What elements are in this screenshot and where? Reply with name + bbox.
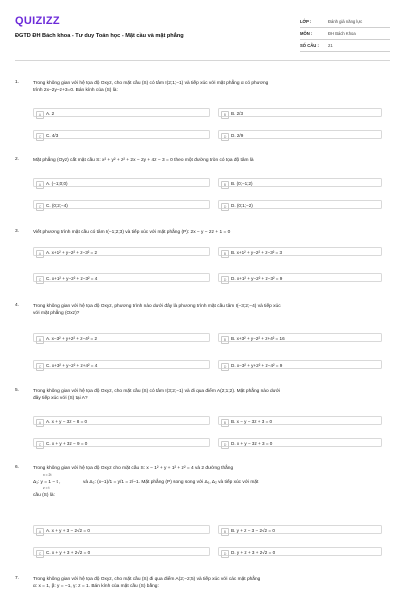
option-text: C. x + y + 3 + 2√2 = 0	[46, 549, 91, 555]
meta-row-count	[300, 40, 390, 52]
option-letter: C	[36, 363, 44, 371]
question-text	[33, 229, 381, 236]
meta-table	[300, 16, 390, 52]
question-line: và Δ₂: (x−1)/1 = y/1 = z/−1. Mặt phẳng (P) song song với Δ₁, Δ₂ và tiếp xúc với mặt	[83, 480, 259, 485]
option-text: D. y + z + 3 + 2√2 = 0	[231, 549, 276, 555]
meta-value: ĐH Bách Khoa	[328, 31, 356, 36]
question-line: với mặt phẳng (Oxz)?	[33, 311, 80, 316]
question-line: Trong không gian với hệ tọa độ Oxyz, cho mặt cầu (S) có tâm I(2;1;−1) và tiếp xúc với mặt phẳng α có phương	[33, 81, 269, 86]
delta1-line-bottom: z = t	[43, 486, 50, 490]
question-line: Viết phương trình mặt cầu có tâm I(−1;2;3) và tiếp xúc với mặt phẳng (P): 2x − y − 2z + 1 = 0	[33, 230, 231, 235]
option-d[interactable]	[218, 438, 382, 447]
option-letter: B	[221, 336, 229, 344]
question-text	[33, 303, 381, 317]
meta-value: 21	[328, 43, 333, 48]
option-c[interactable]	[33, 130, 210, 139]
option-b[interactable]	[218, 525, 382, 534]
meta-key: SỐ CÂU :	[300, 43, 319, 48]
option-letter: C	[36, 203, 44, 211]
option-b[interactable]	[218, 108, 382, 117]
option-text: A. x+1² + y−2² + z−3² = 2	[46, 249, 98, 255]
option-d[interactable]	[218, 547, 382, 556]
meta-row-subject	[300, 28, 390, 40]
header-divider	[15, 60, 390, 61]
option-c[interactable]	[33, 547, 210, 556]
question-number: 3.	[15, 229, 20, 234]
option-letter: C	[36, 133, 44, 141]
option-d[interactable]	[218, 273, 382, 282]
option-letter: A	[36, 419, 44, 427]
option-a[interactable]	[33, 178, 210, 187]
meta-value: Đánh giá năng lực	[328, 19, 363, 24]
meta-row-class	[300, 16, 390, 28]
question-number: 6.	[15, 465, 20, 470]
option-d[interactable]	[218, 130, 382, 139]
option-c[interactable]	[33, 200, 210, 209]
page-title: ĐGTD ĐH Bách khoa - Tư duy Toán học - Mặt cầu và mặt phẳng	[15, 33, 184, 39]
option-text: D. x+1² + y−2² + z−3² = 9	[231, 275, 283, 281]
option-text: B. x+1² + y−2² + z−3² = 3	[231, 249, 283, 255]
option-text: D. (0;1;−2)	[231, 202, 253, 208]
option-text: A. (−1;0;0)	[46, 180, 68, 186]
option-letter: B	[221, 528, 229, 536]
option-b[interactable]	[218, 247, 382, 256]
option-text: D. x−3² + y+2² + z−4² = 9	[231, 362, 283, 368]
option-text: B. y + z − 3 − 2√2 = 0	[231, 527, 275, 533]
question-text	[33, 388, 381, 402]
option-letter: A	[36, 336, 44, 344]
option-text: A. x + y + 3 − 2√2 = 0	[46, 527, 90, 533]
option-letter: D	[221, 276, 229, 284]
option-text: C. x+1² + y−2² + z−3² = 4	[46, 275, 98, 281]
option-a[interactable]	[33, 416, 210, 425]
option-letter: D	[221, 203, 229, 211]
quizizz-logo: QUIZIZZ	[15, 15, 60, 27]
question-line: α: x = 1, β: y = −1, γ: z = 1. Bán kính của mặt cầu (S) bằng:	[33, 584, 159, 589]
option-letter: D	[221, 441, 229, 449]
option-letter: C	[36, 550, 44, 558]
question-text	[33, 576, 381, 590]
question-text	[33, 465, 381, 472]
option-letter: D	[221, 133, 229, 141]
option-letter: D	[221, 363, 229, 371]
option-a[interactable]	[33, 525, 210, 534]
option-text: A. x + y − 3z − 8 = 0	[46, 418, 88, 424]
option-c[interactable]	[33, 360, 210, 369]
option-letter: B	[221, 111, 229, 119]
option-text: C. x+3² + y−2² + z+4² = 4	[46, 362, 98, 368]
question-line: Trong không gian với hệ tọa độ Oxyz, cho mặt cầu (S) đi qua điểm A(2;−2;5) và tiếp xúc với các mặt phẳng	[33, 577, 261, 582]
option-c[interactable]	[33, 273, 210, 282]
option-text: C. x + y + 3z − 9 = 0	[46, 440, 88, 446]
option-a[interactable]	[33, 333, 210, 342]
option-c[interactable]	[33, 438, 210, 447]
option-text: C. (0;2;−4)	[46, 202, 68, 208]
option-d[interactable]	[218, 200, 382, 209]
question-line: trình 2x−2y−z+3=0. Bán kính của (S) là:	[33, 88, 118, 93]
option-letter: C	[36, 441, 44, 449]
option-b[interactable]	[218, 333, 382, 342]
question-number: 5.	[15, 388, 20, 393]
option-text: B. (0;−1;2)	[231, 180, 253, 186]
option-text: D. 2/9	[231, 132, 244, 138]
option-b[interactable]	[218, 178, 382, 187]
option-letter: C	[36, 276, 44, 284]
question-line: Mặt phẳng (Oyz) cắt mặt cầu S: x² + y² + z² + 2x − 2y + 4z − 3 = 0 theo một đường tròn có tọa độ tâm là	[33, 158, 254, 163]
option-letter: A	[36, 181, 44, 189]
question-line: Trong không gian với hệ tọa độ Oxyz, cho mặt cầu (S) có tâm I(3;2;−1) và đi qua điểm A(2;1;2). Mặt phẳng nào dưới	[33, 389, 281, 394]
option-text: A. x−3² + y+2² + z−4² = 2	[46, 335, 98, 341]
option-text: B. x+3² + y−2² + z+4² = 16	[231, 335, 285, 341]
meta-key: MÔN :	[300, 31, 313, 36]
option-text: B. 2/3	[231, 110, 244, 116]
question-line: đây tiếp xúc với (S) tại A?	[33, 396, 88, 401]
meta-key: LỚP :	[300, 19, 312, 24]
question-text	[33, 157, 381, 164]
option-letter: A	[36, 528, 44, 536]
question-line: cầu (S) là:	[33, 493, 55, 498]
option-b[interactable]	[218, 416, 382, 425]
question-number: 2.	[15, 157, 20, 162]
question-number: 7.	[15, 576, 20, 581]
question-line: Δ₁: y = 1 − t ,	[33, 480, 61, 485]
option-a[interactable]	[33, 247, 210, 256]
option-text: D. x + y − 3z + 3 = 0	[231, 440, 273, 446]
option-letter: B	[221, 181, 229, 189]
option-text: A. 2	[46, 110, 55, 116]
question-text	[33, 80, 381, 94]
question-line: Trong không gian với hệ tọa độ Oxyz, phương trình nào dưới đây là phương trình mặt cầu tâm I(−3;2;−4) và tiếp xúc	[33, 304, 281, 309]
option-a[interactable]	[33, 108, 210, 117]
option-letter: A	[36, 111, 44, 119]
option-letter: B	[221, 419, 229, 427]
option-letter: B	[221, 250, 229, 258]
question-number: 4.	[15, 303, 20, 308]
option-letter: A	[36, 250, 44, 258]
question-line: Trong không gian với hệ tọa độ Oxyz cho mặt cầu S: x − 1² + y + 1² + z² = 4 và 2 đường thẳng	[33, 466, 234, 471]
delta1-line-top: x = 2t	[43, 473, 52, 477]
question-number: 1.	[15, 80, 20, 85]
option-text: B. x − y − 3z + 3 = 0	[231, 418, 273, 424]
option-letter: D	[221, 550, 229, 558]
option-d[interactable]	[218, 360, 382, 369]
option-text: C. 4/3	[46, 132, 59, 138]
